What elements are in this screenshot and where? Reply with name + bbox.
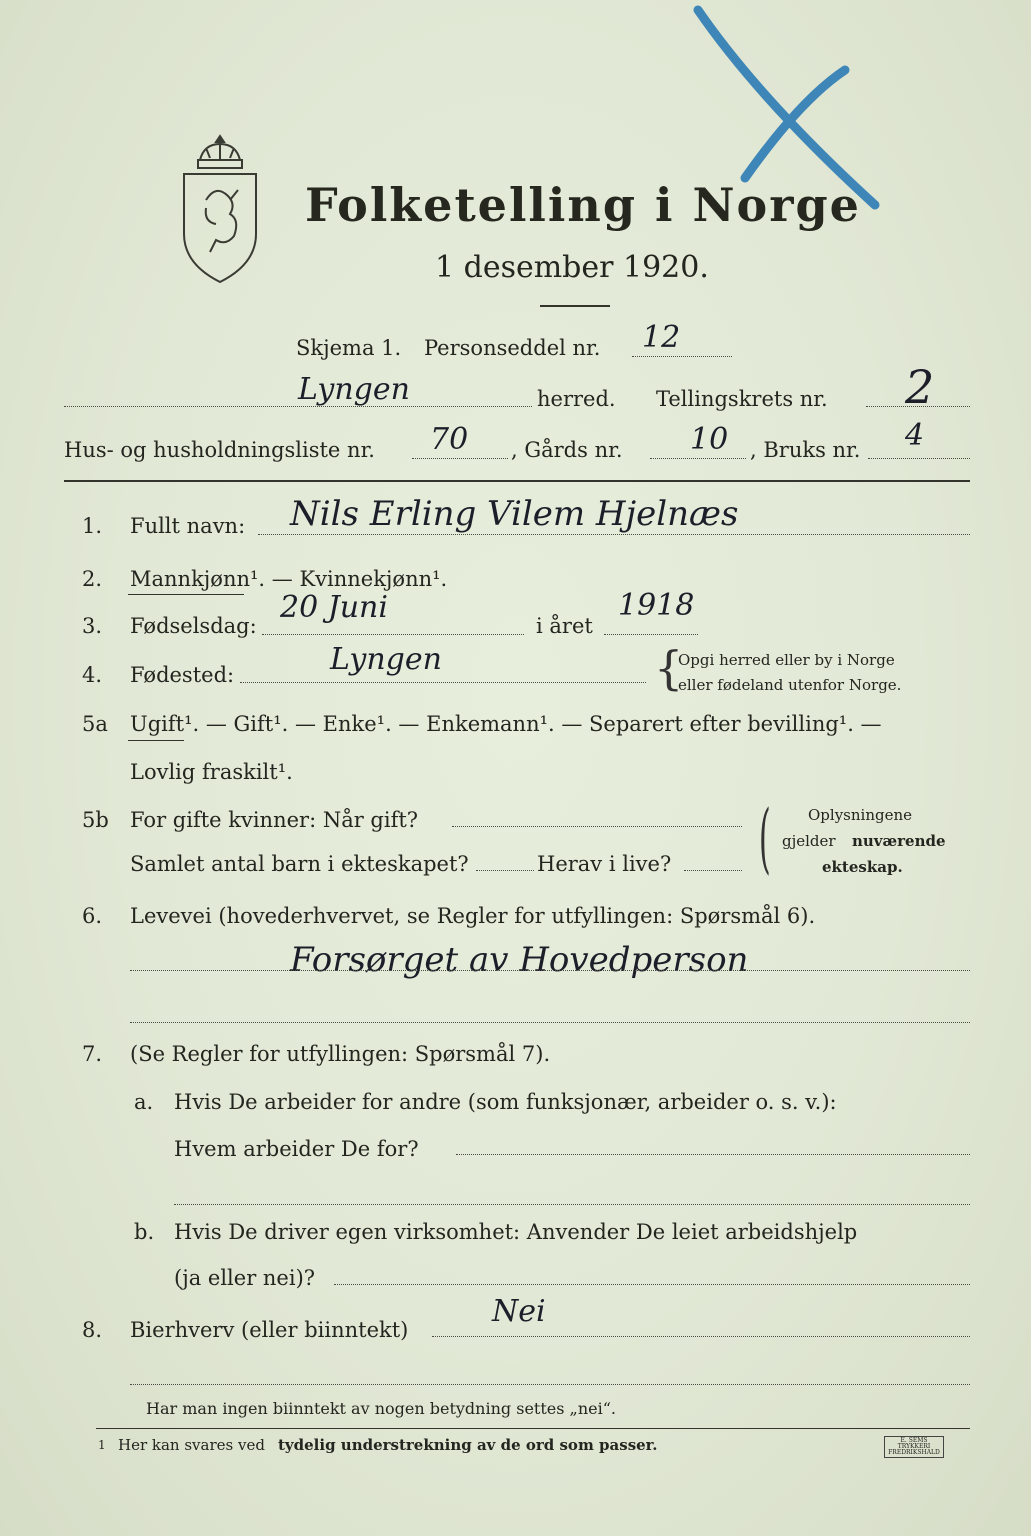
q3-year-label: i året xyxy=(536,614,593,638)
coat-of-arms-icon xyxy=(178,130,262,285)
q1-label: Fullt navn: xyxy=(130,514,246,538)
bruks-label: , Bruks nr. xyxy=(750,438,861,462)
full-name-value[interactable]: Nils Erling Vilem Hjelnæs xyxy=(290,494,739,534)
hus-value[interactable]: 70 xyxy=(430,422,469,457)
q3-label: Fødselsdag: xyxy=(130,614,257,638)
personseddel-label: Personseddel nr. xyxy=(424,336,601,360)
occupation-value[interactable]: Forsørget av Hovedperson xyxy=(290,940,749,980)
form-date: 1 desember 1920. xyxy=(435,250,709,285)
birth-year-value[interactable]: 1918 xyxy=(618,588,695,623)
ugift-underline xyxy=(128,740,184,741)
herred-value[interactable]: Lyngen xyxy=(298,372,410,407)
birthplace-value[interactable]: Lyngen xyxy=(330,642,442,677)
q5a-label: Ugift¹. — Gift¹. — Enke¹. — Enkemann¹. — Separert efter bevilling¹. — xyxy=(130,712,882,736)
personseddel-value[interactable]: 12 xyxy=(642,320,681,355)
tellingskrets-label: Tellingskrets nr. xyxy=(656,387,828,411)
q2-label: Mannkjønn¹. — Kvinnekjønn¹. xyxy=(130,567,448,591)
census-form-page: Folketelling i Norge 1 desember 1920. Skjema 1. Personseddel nr. 12 Lyngen herred. Tellingskrets nr. 2 Hus- og husholdningsliste nr. 70 , Gårds nr. 10 , Bruks nr. 4 1. Fullt navn: Nils Erling Vilem Hjelnæs 2. Mannkjønn¹. — Kvinnekjønn¹. 3. Fødselsdag: 20 Juni i året 1918 4. Fødested: Lyngen { Opgi herred eller by i Norge eller fødeland utenfor Norge. 5a Ugift¹. — Gift¹. — Enke¹. — Enkemann¹. — Separert efter bevilling¹. — Lovlig fraskilt¹. 5b For gifte kvinner: Når gift? Samlet antal barn i ekteskapet? Herav i live? ( Oplysningene gjelder nuværende ekteskap. 6. Levevei (hovederhvervet, se Regler for utfyllingen: Spørsmål 6). Forsørget av Hovedperson 7. (Se Regler for utfyllingen: Spørsmål 7). a. Hvis De arbeider for andre (som funksjonær, arbeider o. s. v.): Hvem arbeider De for? b. Hvis De driver egen virksomhet: Anvender De leiet arbeidshjelp (ja eller nei)? 8. Bierhverv (eller biinntekt) Nei Har man ingen biinntekt av nogen betydning settes „nei“. 1 Her kan svares ved tydelig understrekning av de ord som passer. E. SEMS TRYKKERI FREDRIKSHALD xyxy=(0,0,1031,1536)
gards-value[interactable]: 10 xyxy=(690,422,729,457)
q7-label: (Se Regler for utfyllingen: Spørsmål 7). xyxy=(130,1042,551,1066)
header-divider xyxy=(64,480,970,482)
q4-label: Fødested: xyxy=(130,663,235,687)
title-divider xyxy=(540,305,610,307)
skjema-label: Skjema 1. xyxy=(296,336,402,360)
q5b-label: For gifte kvinner: Når gift? xyxy=(130,808,419,832)
gards-label: , Gårds nr. xyxy=(511,438,623,462)
bruks-value[interactable]: 4 xyxy=(905,418,925,453)
printer-stamp: E. SEMS TRYKKERI FREDRIKSHALD xyxy=(884,1436,944,1458)
hus-label: Hus- og husholdningsliste nr. xyxy=(64,438,375,462)
q6-label: Levevei (hovederhvervet, se Regler for utfyllingen: Spørsmål 6). xyxy=(130,904,816,928)
q7a-label: Hvis De arbeider for andre (som funksjonær, arbeider o. s. v.): xyxy=(174,1090,837,1114)
tellingskrets-value[interactable]: 2 xyxy=(905,360,935,414)
side-income-value[interactable]: Nei xyxy=(492,1294,546,1329)
q8-label: Bierhverv (eller biinntekt) xyxy=(130,1318,409,1342)
form-title: Folketelling i Norge xyxy=(305,178,861,232)
footer-note: Har man ingen biinntekt av nogen betydning settes „nei“. xyxy=(146,1399,616,1418)
herred-label: herred. xyxy=(537,387,616,411)
birthday-value[interactable]: 20 Juni xyxy=(280,590,388,625)
mannkjonn-underline xyxy=(128,594,244,595)
q7b-label: Hvis De driver egen virksomhet: Anvender De leiet arbeidshjelp xyxy=(174,1220,858,1244)
